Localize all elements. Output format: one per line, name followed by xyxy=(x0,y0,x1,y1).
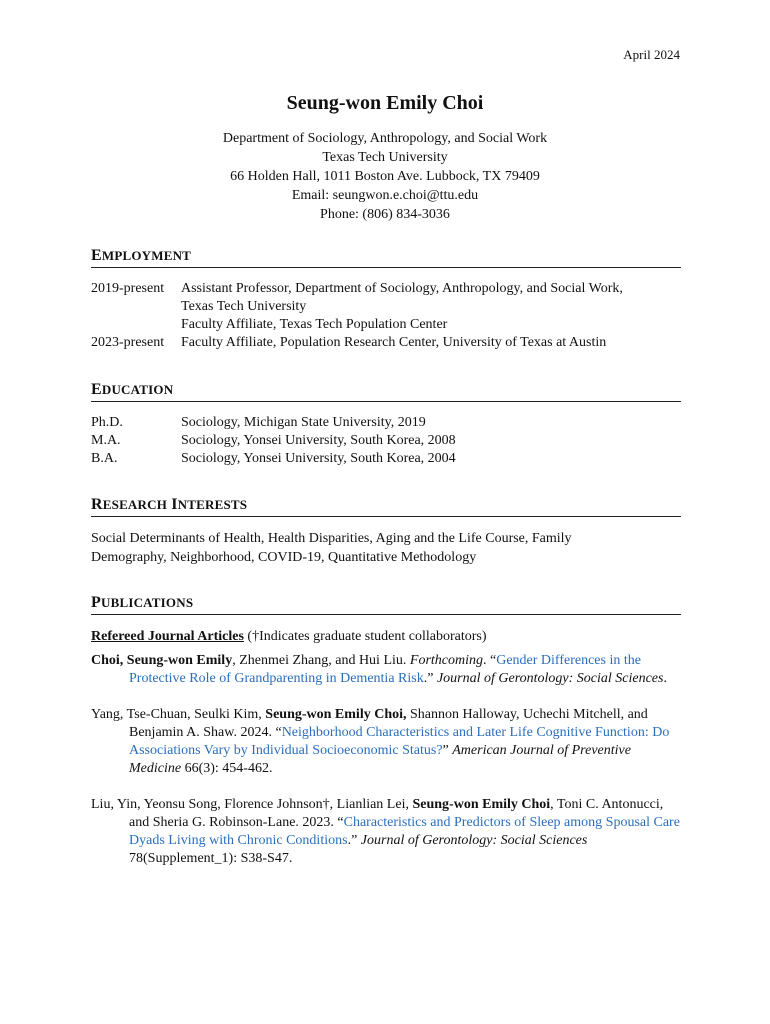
pub-authors: Yang, Tse-Chuan, Seulki Kim, xyxy=(91,707,266,722)
pub-author-bold: Choi, Seung-won Emily xyxy=(91,653,233,668)
pub-punct: .” xyxy=(347,833,361,848)
employment-desc xyxy=(181,334,681,352)
degree-detail: Sociology, Michigan State University, 2019 xyxy=(181,415,426,430)
degree: Ph.D. xyxy=(91,415,123,430)
university: Texas Tech University xyxy=(322,150,448,165)
employment-line: Assistant Professor, Department of Sociology, Anthropology, and Social Work, xyxy=(181,281,623,296)
research-interests xyxy=(91,529,681,567)
education-title: EDUCATION xyxy=(91,381,681,402)
employment-line: Faculty Affiliate, Texas Tech Population Center xyxy=(181,317,448,332)
employment-line: Faculty Affiliate, Population Research Center, University of Texas at Austin xyxy=(181,335,607,350)
pub-journal: American Journal of Preventive Medicine xyxy=(129,743,631,776)
publication-item xyxy=(91,796,681,868)
pub-authors: Liu, Yin, Yeonsu Song, Florence Johnson†, Lianlian Lei, xyxy=(91,797,413,812)
document-date: April 2024 xyxy=(623,47,680,62)
employment-period: 2019-present xyxy=(91,281,165,296)
pub-journal: Journal of Gerontology: Social Sciences xyxy=(360,833,588,848)
education-row xyxy=(91,432,681,450)
subhead-note: (†Indicates graduate student collaborators) xyxy=(243,629,487,644)
pub-details: . xyxy=(663,671,667,686)
pub-author-bold: Seung-won Emily Choi, xyxy=(265,707,407,722)
pub-authors: Shannon Halloway, Uchechi Mitchell, and Benjamin A. Shaw. 2024. “ xyxy=(129,707,648,740)
pub-details: 66(3): 454-462. xyxy=(181,761,273,776)
pub-authors: , Zhenmei Zhang, and Hui Liu. xyxy=(232,653,410,668)
degree-detail: Sociology, Yonsei University, South Korea, 2008 xyxy=(181,433,456,448)
employment-section xyxy=(91,247,681,352)
degree: M.A. xyxy=(91,433,121,448)
degree: B.A. xyxy=(91,451,118,466)
pub-punct: . “ xyxy=(483,653,497,668)
publication-item xyxy=(91,652,681,688)
pub-details: 78(Supplement_1): S38-S47. xyxy=(129,851,293,866)
pub-title-link[interactable]: Characteristics and Predictors of Sleep among Spousal Care Dyads Living with Chronic Conditions xyxy=(129,815,680,848)
pub-year: Forthcoming xyxy=(409,653,483,668)
pub-title-link[interactable]: Neighborhood Characteristics and Later Life Cognitive Function: Do Associations Vary by Individual Socioeconomic Status? xyxy=(129,725,670,758)
education-section xyxy=(91,381,681,468)
publication-item xyxy=(91,706,681,778)
cv-header xyxy=(0,92,770,224)
publications-title: PUBLICATIONS xyxy=(91,594,681,615)
education-row xyxy=(91,414,681,432)
pub-title-link[interactable]: Gender Differences in the Protective Role of Grandparenting in Dementia Risk xyxy=(129,653,641,686)
employment-desc xyxy=(181,280,681,334)
pub-punct: .” xyxy=(423,671,437,686)
degree-detail: Sociology, Yonsei University, South Korea, 2004 xyxy=(181,451,456,466)
phone: Phone: (806) 834-3036 xyxy=(320,207,450,222)
research-section xyxy=(91,496,681,567)
employment-period: 2023-present xyxy=(91,335,165,350)
email: Email: seungwon.e.choi@ttu.edu xyxy=(291,188,479,203)
address: 66 Holden Hall, 1011 Boston Ave. Lubbock, TX 79409 xyxy=(230,169,540,184)
employment-title: EMPLOYMENT xyxy=(91,247,681,268)
employment-line: Texas Tech University xyxy=(181,299,307,314)
employment-row xyxy=(91,334,681,352)
pub-authors: , Toni C. Antonucci, and Sheria G. Robinson-Lane. 2023. “ xyxy=(129,797,664,830)
publications-subhead xyxy=(91,627,681,646)
pub-journal: Journal of Gerontology: Social Sciences xyxy=(436,671,664,686)
department: Department of Sociology, Anthropology, and Social Work xyxy=(222,131,548,146)
interests-line: Demography, Neighborhood, COVID-19, Quantitative Methodology xyxy=(91,550,477,565)
person-name: Seung-won Emily Choi xyxy=(286,92,484,114)
research-title: RESEARCH INTERESTS xyxy=(91,496,681,517)
employment-row xyxy=(91,280,681,334)
pub-author-bold: Seung-won Emily Choi xyxy=(412,797,551,812)
pub-punct: ” xyxy=(442,743,453,758)
education-row xyxy=(91,450,681,468)
subhead-label: Refereed Journal Articles xyxy=(91,629,244,644)
publications-section xyxy=(91,594,681,886)
interests-line: Social Determinants of Health, Health Disparities, Aging and the Life Course, Family xyxy=(91,531,572,546)
